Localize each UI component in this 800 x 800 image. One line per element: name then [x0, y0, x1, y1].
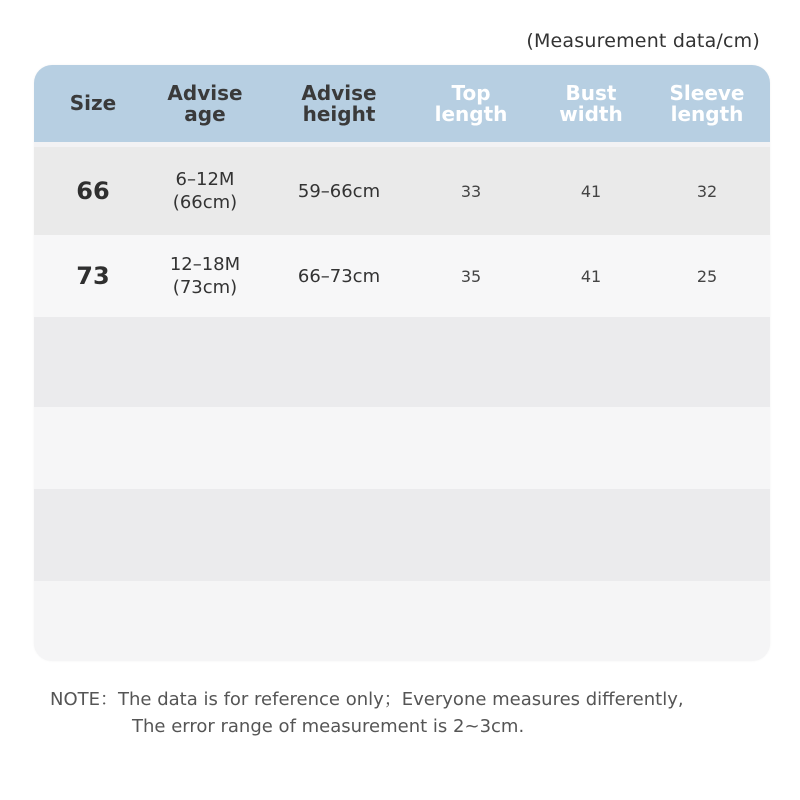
measurement-note [50, 686, 684, 740]
table-row [34, 147, 770, 235]
header-size: Size [69, 91, 117, 115]
cell-advise-age: 12–18M (73cm) [169, 254, 241, 298]
empty-row [34, 317, 770, 407]
table-header [34, 65, 770, 142]
empty-row [34, 581, 770, 661]
cell-size: 66 [76, 177, 110, 205]
cell-top-length: 33 [460, 181, 482, 201]
cell-bust-width: 41 [580, 181, 602, 201]
size-table [34, 65, 770, 661]
unit-note: (Measurement data/cm) [526, 30, 760, 52]
empty-row [34, 489, 770, 581]
cell-size: 73 [76, 262, 110, 290]
cell-advise-age: 6–12M (66cm) [172, 169, 238, 213]
cell-sleeve-length: 25 [696, 266, 718, 286]
empty-row [34, 407, 770, 489]
header-advise-height: Advise height [301, 80, 377, 126]
note-line-1: NOTE：The data is for reference only；Everyone measures differently, [50, 689, 684, 710]
note-line-2: The error range of measurement is 2~3cm. [132, 716, 525, 737]
table-row [34, 235, 770, 317]
header-bust-width: Bust width [559, 80, 623, 126]
cell-advise-height: 66–73cm [297, 265, 381, 287]
cell-sleeve-length: 32 [696, 181, 718, 201]
header-advise-age: Advise age [167, 80, 243, 126]
cell-advise-height: 59–66cm [297, 180, 381, 202]
header-sleeve-length: Sleeve length [669, 80, 745, 126]
cell-bust-width: 41 [580, 266, 602, 286]
header-top-length: Top length [434, 80, 508, 126]
cell-top-length: 35 [460, 266, 482, 286]
